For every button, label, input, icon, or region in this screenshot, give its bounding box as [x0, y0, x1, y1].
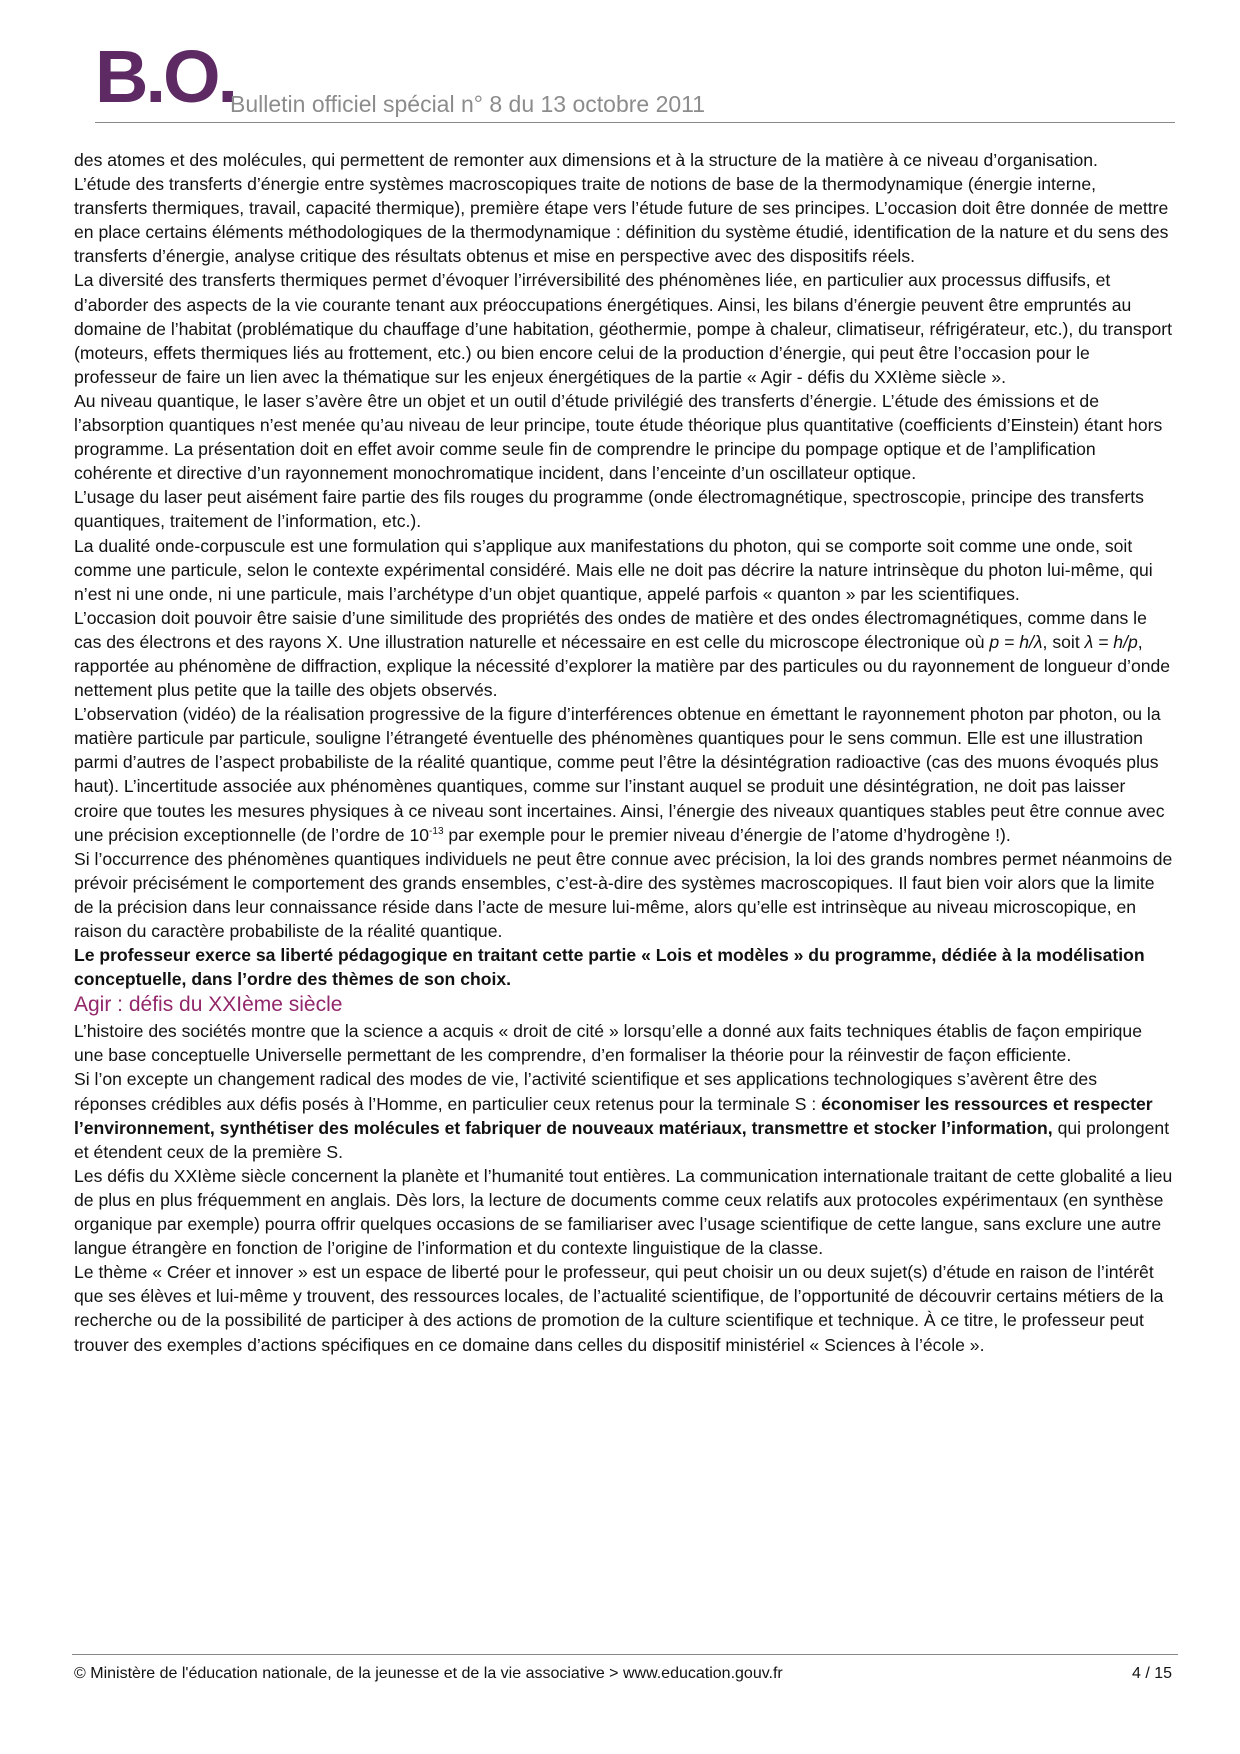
paragraph-12-bold: économiser les ressources et respecter l’environnement, synthétiser des molécules et fabriquer de nouveaux matériaux, transmettre et stocker l’information, [74, 1093, 1153, 1138]
formula-momentum: p = h/λ [989, 631, 1043, 652]
paragraph-11: L’histoire des sociétés montre que la science a acquis « droit de cité » lorsqu’elle a donné aux faits techniques établis de façon empirique une base conceptuelle Universelle permettant de les comprendre, d’en formaliser la théorie pour la réinvestir de façon efficiente. [74, 1021, 1142, 1066]
paragraph-4: Au niveau quantique, le laser s’avère être un objet et un outil d’étude privilégié des transferts d’énergie. L’étude des émissions et de l’absorption quantiques n’est menée qu’au niveau de leur principe, toute étude théorique plus quantitative (coefficients d’Einstein) étant hors programme. La présentation doit en effet avoir comme seule fin de comprendre le principe du pompage optique et de l’amplification cohérente et directive d’un rayonnement monochromatique incident, dans l’enceinte d’un oscillateur optique. [74, 390, 1163, 484]
paragraph-7 [74, 606, 1174, 702]
paragraph-13: Les défis du XXIème siècle concernent la planète et l’humanité tout entières. La communication internationale traitant de cette globalité a lieu de plus en plus fréquemment en anglais. Dès lors, la lecture de documents comme ceux relatifs aux protocoles expérimentaux (en synthèse organique par exemple) pourra offrir quelques occasions de se familiariser avec l’usage scientifique de cette langue, sans exclure une autre langue étrangère en fonction de l’origine de l’information et du contexte linguistique de la classe. [74, 1165, 1173, 1259]
paragraph-12-text-a: Si l’on excepte un changement radical des modes de vie, l’activité scientifique et ses applications technologiques s’avèrent être des réponses crédibles aux défis posés à l’Homme, en particulier ceux retenus pour la terminale S : [74, 1069, 1097, 1114]
footer-divider [72, 1654, 1178, 1655]
bulletin-title: Bulletin officiel spécial n° 8 du 13 octobre 2011 [230, 91, 706, 117]
document-body [74, 148, 1174, 1357]
paragraph-9: Si l’occurrence des phénomènes quantiques individuels ne peut être connue avec précision, la loi des grands nombres permet néanmoins de prévoir précisément le comportement des grands ensembles, c’est-à-dire des systèmes macroscopiques. Il faut bien voir alors que la limite de la précision dans leur connaissance réside dans l’acte de mesure lui-même, alors qu’elle est intrinsèque au niveau microscopique, en raison du caractère probabiliste de la réalité quantique. [74, 848, 1173, 941]
page-footer [74, 1664, 1174, 1684]
paragraph-3: La diversité des transferts thermiques permet d’évoquer l’irréversibilité des phénomènes liée, en particulier aux processus diffusifs, et d’aborder des aspects de la vie courante tenant aux préoccupations énergétiques. Ainsi, les bilans d’énergie peuvent être empruntés au domaine de l’habitat (problématique du chauffage d’une habitation, géothermie, pompe à chaleur, climatiseur, réfrigérateur, etc.), du transport (moteurs, effets thermiques liés au frottement, etc.) ou bien encore celui de la production d’énergie, qui peut être l’occasion pour le professeur de faire un lien avec la thématique sur les enjeux énergétiques de la partie « Agir - défis du XXIème siècle ». [74, 270, 1172, 387]
section-heading: Agir : défis du XXIème siècle [74, 993, 343, 1017]
paragraph-8-text-b: par exemple pour le premier niveau d’énergie de l’atome d’hydrogène !). [443, 824, 1011, 845]
paragraph-1: des atomes et des molécules, qui permettent de remonter aux dimensions et à la structure de la matière à ce niveau d’organisation. [74, 150, 1098, 170]
formula-wavelength: λ = h/p [1084, 631, 1138, 652]
paragraph-8-text-a: L’observation (vidéo) de la réalisation progressive de la figure d’interférences obtenue en émettant le rayonnement photon par photon, ou la matière particule par particule, souligne l’étrangeté éventuelle des phénomènes quantiques pour le sens commun. Elle est une illustration parmi d’autres de l’aspect probabiliste de la réalité quantique, comme peut l’être la désintégration radioactive (cas des muons évoqués plus haut). L’incertitude associée aux phénomènes quantiques, comme sur l’instant auquel se produit une désintégration, ne doit pas laisser croire que toutes les mesures physiques à ce niveau sont incertaines. Ainsi, l’énergie des niveaux quantiques stables peut être connue avec une précision exceptionnelle (de l’ordre de 10 [74, 704, 1165, 845]
paragraph-8 [74, 702, 1174, 847]
paragraph-5: L’usage du laser peut aisément faire partie des fils rouges du programme (onde électromagnétique, spectroscopie, principe des transferts quantiques, traitement de l’information, etc.). [74, 487, 1144, 532]
paragraph-2: L’étude des transferts d’énergie entre systèmes macroscopiques traite de notions de base de la thermodynamique (énergie interne, transferts thermiques, travail, capacité thermique), première étape vers l’étude future de ses principes. L’occasion doit être donnée de mettre en place certains éléments méthodologiques de la thermodynamique : définition du système étudié, identification de la nature et du sens des transferts d’énergie, analyse critique des résultats obtenus et mise en perspective avec des dispositifs réels. [74, 174, 1169, 267]
paragraph-7-text-a: L’occasion doit pouvoir être saisie d’une similitude des propriétés des ondes de matière et des ondes électromagnétiques, comme dans le cas des électrons et des rayons X. Une illustration naturelle et nécessaire en est celle du microscope électronique où [74, 607, 1147, 652]
page-number: 4 / 15 [1131, 1665, 1172, 1682]
bo-logo: B.O. [95, 35, 236, 118]
paragraph-7-text-b: , soit [1042, 631, 1085, 652]
footer-copyright: © Ministère de l'éducation nationale, de la jeunesse et de la vie associative > www.education.gouv.fr [74, 1665, 783, 1682]
paragraph-6: La dualité onde-corpuscule est une formulation qui s’applique aux manifestations du photon, qui se comporte soit comme une onde, soit comme une particule, selon le contexte expérimental considéré. Mais elle ne doit pas décrire la nature intrinsèque du photon lui-même, qui n’est ni une onde, ni une particule, mais l’archétype d’un objet quantique, appelé parfois « quanton » par les scientifiques. [74, 535, 1153, 604]
page-header [95, 35, 1175, 125]
paragraph-10-bold: Le professeur exerce sa liberté pédagogique en traitant cette partie « Lois et modèles » du programme, dédiée à la modélisation conceptuelle, dans l’ordre des thèmes de son choix. [74, 945, 1145, 990]
exponent: -13 [429, 825, 444, 837]
paragraph-14: Le thème « Créer et innover » est un espace de liberté pour le professeur, qui peut choisir un ou deux sujet(s) d’étude en raison de l’intérêt que ses élèves et lui-même y trouvent, des ressources locales, de l’actualité scientifique, de l’opportunité de découvrir certains métiers de la recherche ou de la possibilité de participer à des actions de promotion de la culture scientifique et technique. À ce titre, le professeur peut trouver des exemples d’actions spécifiques en ce domaine dans celles du dispositif ministériel « Sciences à l’école ». [74, 1262, 1164, 1355]
paragraph-12 [74, 1067, 1174, 1163]
paragraph-7-text-c: , rapportée au phénomène de diffraction, explique la nécessité d’explorer la matière par des particules ou du rayonnement de longueur d’onde nettement plus petite que la taille des objets observés. [74, 631, 1171, 701]
header-divider [95, 122, 1175, 123]
paragraph-12-text-b: qui prolongent et étendent ceux de la première S. [74, 1117, 1170, 1162]
